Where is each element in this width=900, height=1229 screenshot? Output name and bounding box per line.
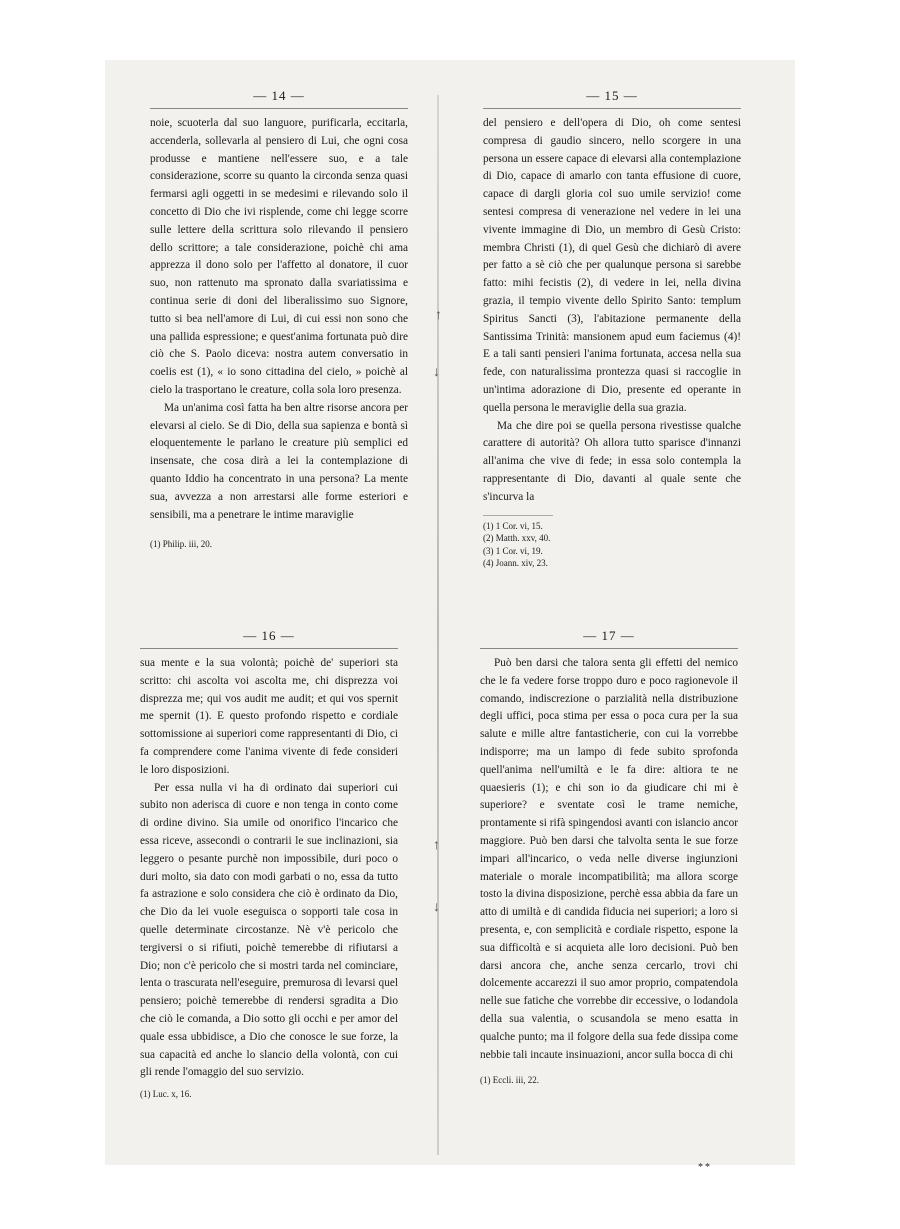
- footnotes: [483, 520, 741, 570]
- page-16: [140, 628, 398, 1101]
- footnote: (1) Luc. x, 16.: [140, 1089, 192, 1100]
- binding-mark: ↑: [435, 308, 442, 323]
- header-rule: [480, 648, 738, 649]
- paragraph: Ma che dire poi se quella persona rivestisse qualche carattere di autorità? Oh allora tutto sparisce d'innanzi all'anima che vive di fede; in essa solo contempla la rappresentante di Dio, davanti al quale sente che s'incurva la: [483, 419, 741, 503]
- footnote: (1) 1 Cor. vi, 15.: [483, 520, 543, 531]
- paragraph: del pensiero e dell'opera di Dio, oh come sentesi compresa di gaudio sincero, nello scorgere in una persona un essere capace di elevarsi alla contemplazione di Dio, capace di amarlo con tanta effusione di cuore, capace di dargli gloria col suo umile servizio! come sentesi compresa di venerazione nel vedere in lei una vivente immagine di Dio, un membro di Gesù Cristo: membra Christi (1), di quel Gesù che dichiarò di avere per fatto a sè ciò che per qualunque persona si sarebbe fatto: mihi fecistis (2), di vedere in lei, nella divina grazia, il tempio vivente dello Spirito Santo: templum Spiritus Sancti (3), l'abitazione permanente della Santissima Trinità: mansionem apud eum faciemus (4)! E a tali santi pensieri l'anima fortunata, accesa nella sua fede, con naturalissima prontezza quasi si raccoglie in un'intima adorazione di Dio, presente ed operante in quella persona le meraviglie della sua grazia.: [483, 117, 741, 414]
- binding-mark: ↑: [433, 838, 440, 853]
- footnote: (2) Matth. xxv, 40.: [483, 533, 551, 544]
- page-number: — 15 —: [586, 88, 638, 103]
- page-number: — 16 —: [243, 628, 295, 643]
- binding-mark: ↓: [433, 900, 440, 915]
- page-number: — 17 —: [583, 628, 635, 643]
- page-number: — 14 —: [253, 88, 305, 103]
- paragraph: Può ben darsi che talora senta gli effetti del nemico che le fa vedere forse troppo duro e poco ragionevole il comando, indiscrezione o parzialità nella distribuzione degli uffici, poca stima per essa o poca cura per la sua salute e mille altre fantasticherie, con cui la vorrebbe indisporre; ma un lampo di fede subito sprofonda quell'anima nell'umiltà e le fa dire: altiora te ne quaesieris (1); e chi son io da giudicare chi mi è superiore? e sventate così le trame nemiche, prontamente si rifà spingendosi avanti con islancio ancor maggiore. Può ben darsi che talvolta senta le sue forze impari all'incarico, o veda nelle diverse ingiunzioni materiale o morale incompatibilità; ma allora scorge tosto la divina disposizione, perchè essa abbia da fare un atto di umiltà e di candida fiducia nei superiori; a loro si presenta, e, con semplicità e cordiale rispetto, espone la sua difficoltà e si acquieta alle loro decisioni. Può ben darsi ancora che, anche senza cercarlo, trovi chi dolcemente accarezzi il suo amor proprio, compatendola nelle sue fatiche che vorrebbe dir eccessive, o lodandola della sua valentia, o scusandola se meno esatta in qualche punto; ma il folgore della sua fede dissipa come nebbie tali incaute insinuazioni, ancor sulla bocca di chi: [480, 657, 738, 1061]
- header-rule: [483, 108, 741, 109]
- footnotes: [480, 1074, 738, 1087]
- page-body: [480, 655, 738, 1064]
- paragraph: noie, scuoterla dal suo languore, purificarla, eccitarla, accenderla, sollevarla al pensiero di Lui, che ogni cosa produsse e mantiene nell'essere suo, e a tale considerazione, scorre su quanto la circonda senza quasi fermarsi agli oggetti in se medesimi e rilevando solo il concetto di Dio che ivi risplende, come chi legge scorre sulle lettere della scrittura solo rilevando il pensiero dello scrittore; a tale considerazione, poichè chi ama apprezza il dono solo per l'affetto al donatore, il cuor suo, non rattenuto ma spronato dalla svariatissima e continua serie di doni del liberalissimo suo Signore, tutto si bea nell'amore di Lui, di cui essi non sono che una pallida espressione; e quest'anima fortunata può dire ciò che S. Paolo diceva: nostra autem conversatio in coelis est (1), « io sono cittadina del cielo, » poichè al cielo la trasportano le creature, colla sola loro presenza.: [150, 117, 408, 396]
- footnotes: [150, 538, 408, 551]
- footnotes: [140, 1088, 398, 1101]
- page-14: [150, 88, 408, 551]
- page-15: [483, 88, 741, 570]
- footnote: (1) Eccli. iii, 22.: [480, 1075, 539, 1086]
- paragraph: Ma un'anima così fatta ha ben altre risorse ancora per elevarsi al cielo. Se di Dio, della sua sapienza e bontà sì eloquentemente le parlano le creature più semplici ed insensate, che cosa dirà a lei la contemplazione di quanto Iddio ha concentrato in una persona? La mente sua, avvezza a non arrestarsi alle forme esteriori e sensibili, ma a penetrare le intime maraviglie: [150, 401, 408, 521]
- page-17: [480, 628, 738, 1087]
- page-body: [140, 655, 398, 1082]
- binding-mark: ↓: [433, 365, 440, 380]
- footnote-rule: [483, 515, 553, 516]
- footnote: (1) Philip. iii, 20.: [150, 539, 213, 550]
- page-gutter: [437, 95, 439, 1155]
- footnote: (4) Joann. xiv, 23.: [483, 558, 548, 569]
- footnote: (3) 1 Cor. vi, 19.: [483, 545, 543, 556]
- header-rule: [140, 648, 398, 649]
- page-body: [150, 115, 408, 524]
- page-body: [483, 115, 741, 507]
- paragraph: sua mente e la sua volontà; poichè de' superiori sta scritto: chi ascolta voi ascolta me, chi disprezza voi disprezza me; qui vos audit me audit; et qui vos spernit me spernit (1). E questo profondo rispetto e cordiale sottomissione ai superiori come rappresentanti di Dio, ci fa comprendere come l'anima vivente di fede consideri le loro disposizioni.: [140, 657, 398, 776]
- header-rule: [150, 108, 408, 109]
- paragraph: Per essa nulla vi ha di ordinato dai superiori cui subito non aderisca di cuore e non tenga in conto come di ordine divino. Sia umile od onorifico l'incarico che essa riceve, assecondi o contrarii le sue inclinazioni, sia leggero o pesante purchè non impossibile, duri poco o duri molto, sia dato con modi garbati o no, essa da tutto fa astrazione e solo considera che ciò è ordinato da Dio, che Dio da lei vuole eseguisca o sopporti tale cosa in quelle determinate circostanze. Nè v'è pericolo che tergiversi o si rifiuti, poichè temerebbe di rifiutarsi a Dio; non c'è pericolo che si mostri tarda nel cominciare, lenta o trascurata nell'eseguire, premurosa di levarsi quel pensiero; poichè temerebbe di rendersi sgradita a Dio che ciò le comanda, a Dio sotto gli occhi e per amor del quale essa ubbidisce, a Dio che conosce le sue forze, la sua capacità ed anche lo slancio della volontà, con cui gli rende l'omaggio del suo servizio.: [140, 781, 398, 1079]
- signature-mark: **: [698, 1162, 712, 1173]
